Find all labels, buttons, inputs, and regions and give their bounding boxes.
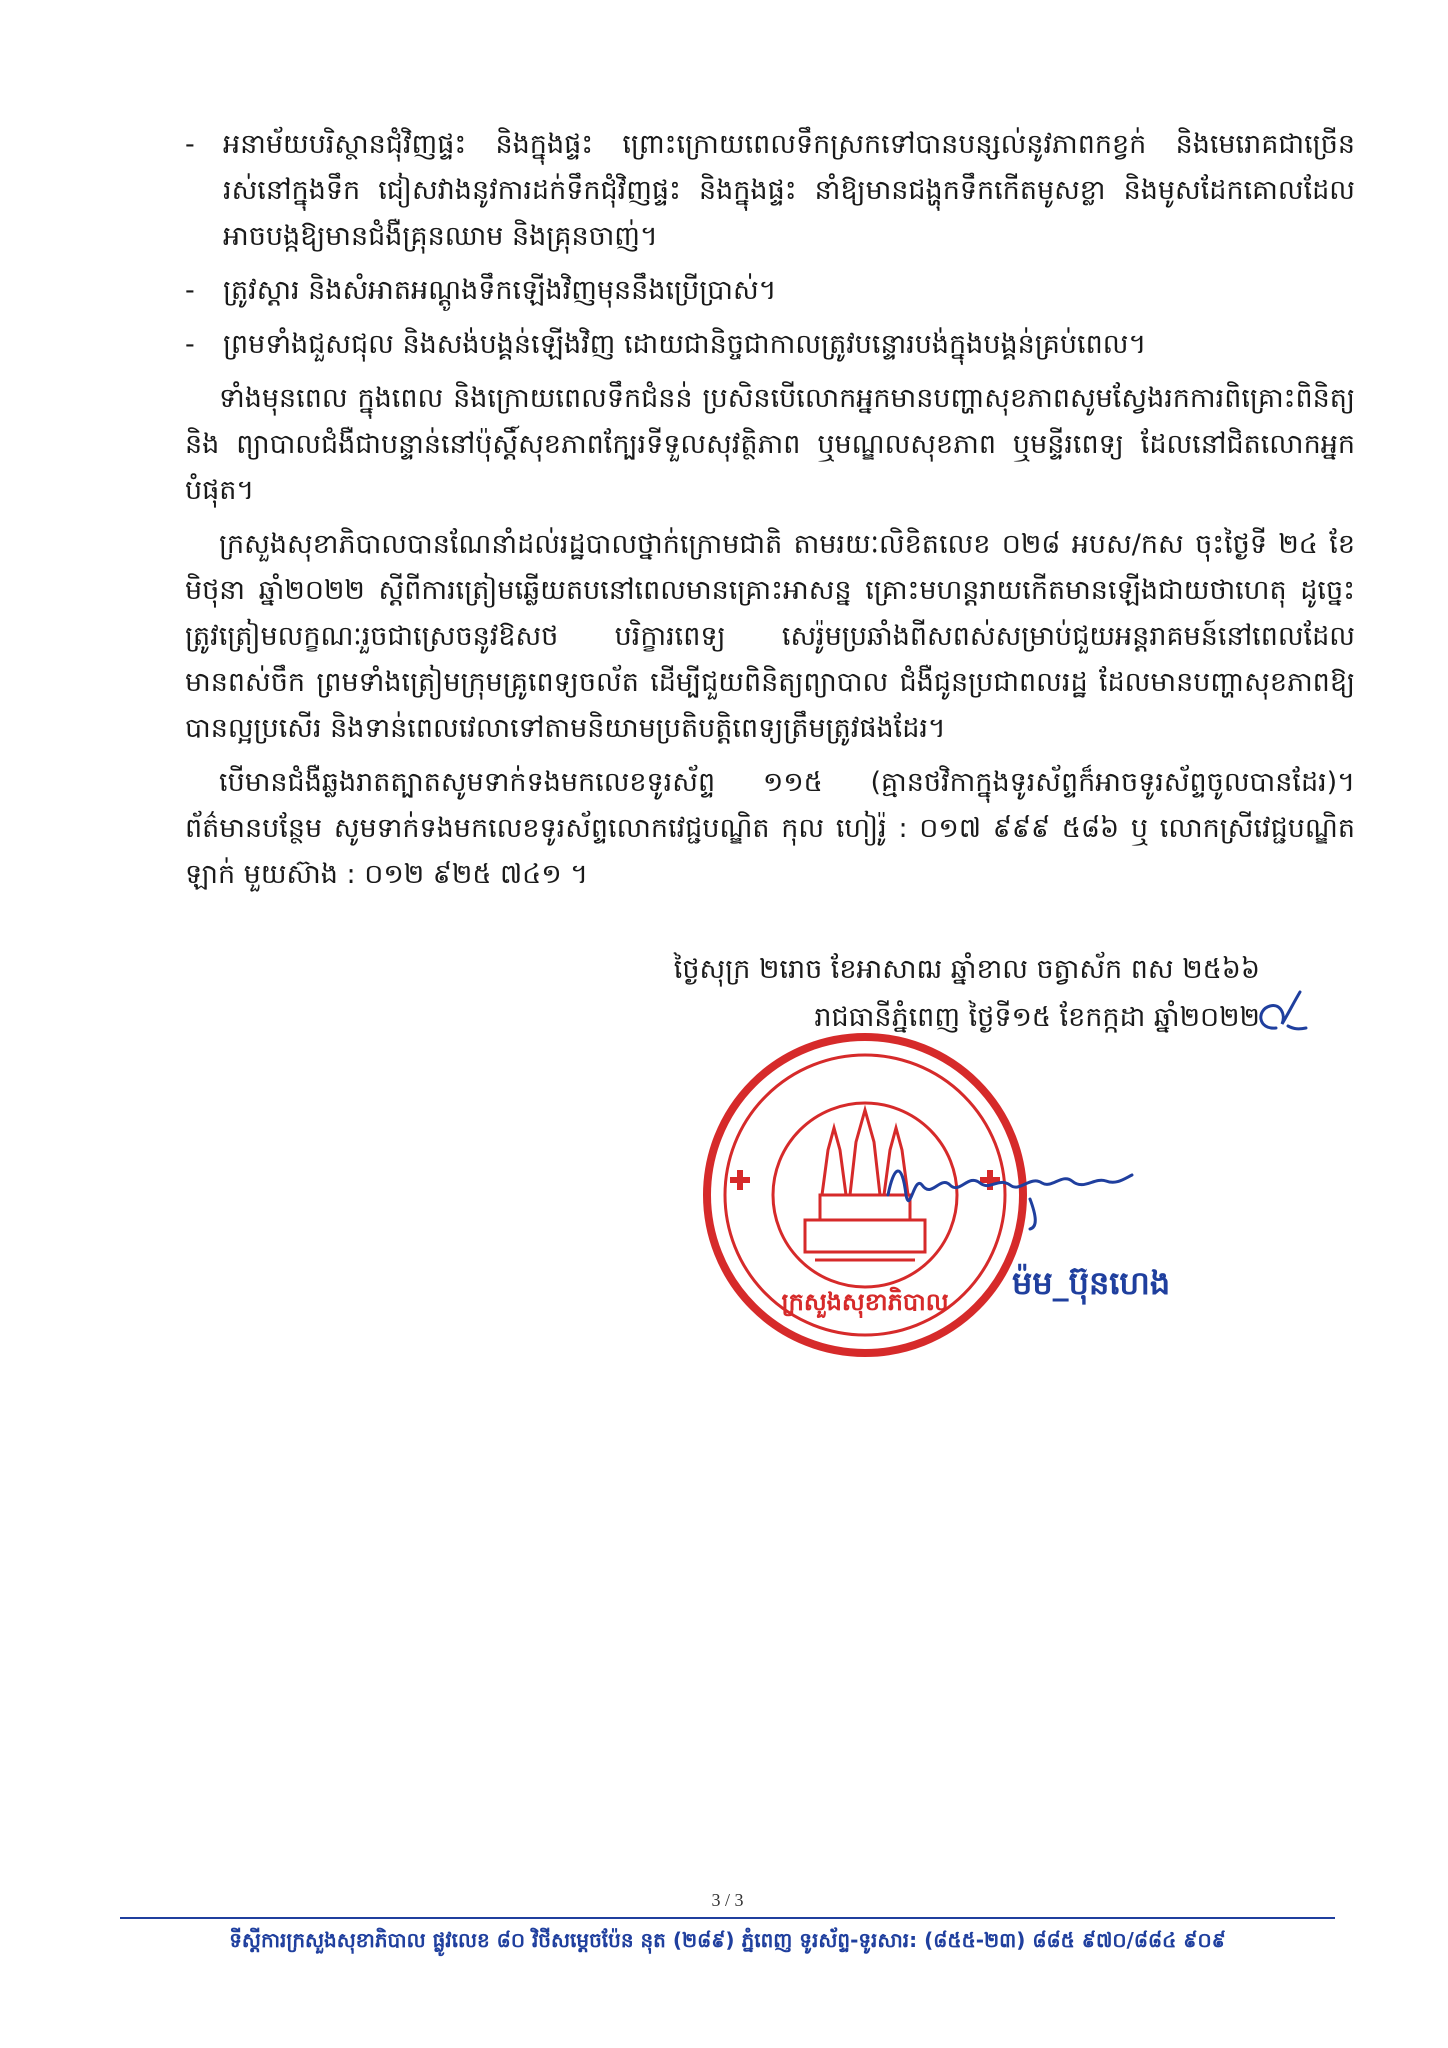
paragraph-health-advice: ទាំងមុនពេល ក្នុងពេល និងក្រោយពេលទឹកជំនន់ ប្រសិនបើលោកអ្នកមានបញ្ហាសុខភាពសូមស្វែងរកការពិគ្រោះពិនិត្យ និង ព្យាបាលជំងឺជាបន្ទាន់នៅប៉ុស្តិ៍សុខភាពក្បែរទីទួលសុវត្ថិភាព ឬមណ្ឌលសុខភាព ឬមន្ទីរពេទ្យ ដែលនៅជិតលោកអ្នកបំផុត។ xyxy=(185,383,1355,506)
initial-mark-icon xyxy=(1248,984,1318,1044)
bullet-dash: - xyxy=(185,275,195,306)
seal-text: ក្រសួងសុខាភិបាល xyxy=(781,1288,949,1316)
bullet-text: អនាម័យបរិស្ថានជុំវិញផ្ទះ និងក្នុងផ្ទះ ព្រោះក្រោយពេលទឹកស្រកទៅបានបន្សល់នូវភាពកខ្វក់ និងមេរោគជាច្រើនរស់នៅក្នុងទឹក ជៀសវាងនូវការដក់ទឹកជុំវិញផ្ទះ និងក្នុងផ្ទះ នាំឱ្យមានជង្ហុកទឹកកើតមូសខ្លា និងមូសដែកគោលដែលអាចបង្កឱ្យមានជំងឺគ្រុនឈាម និងគ្រុនចាញ់។ xyxy=(223,129,1355,252)
handwritten-signature xyxy=(880,1155,1140,1235)
bullet-item xyxy=(185,322,1355,368)
bullet-item xyxy=(185,268,1355,314)
signatory-name: ម៉ម_ប៊ុនហេង xyxy=(1012,1264,1171,1302)
footer-address: ទីស្តីការក្រសួងសុខាភិបាល ផ្លូវលេខ ៨០ វិថីសម្តេចប៉ែន នុត (២៨៩) ភ្នំពេញ ទូរស័ព្ទ-ទូរសារ: (៨៥៥-២៣) ៨៨៥ ៩៧០/៨៨៤ ៩០៩ xyxy=(229,1928,1226,1952)
bullet-item xyxy=(185,122,1355,260)
page-number: 3 / 3 xyxy=(711,1890,744,1910)
solar-date: រាជធានីភ្នំពេញ ថ្ងៃទី១៥ ខែកក្កដា ឆ្នាំ២០២២ xyxy=(814,1002,1260,1033)
paragraph-ministry-guidance: ក្រសួងសុខាភិបាលបានណែនាំដល់រដ្ឋបាលថ្នាក់ក្រោមជាតិ តាមរយៈលិខិតលេខ ០២៨ អបស/កស ចុះថ្ងៃទី ២៤ ខែមិថុនា ឆ្នាំ២០២២ ស្តីពីការត្រៀមឆ្លើយតបនៅពេលមានគ្រោះអាសន្ន គ្រោះមហន្តរាយកើតមានឡើងជាយថាហេតុ ដូច្នេះត្រូវត្រៀមលក្ខណៈរួចជាស្រេចនូវឱសថ បរិក្ខារពេទ្យ សេរ៉ូមប្រឆាំងពីសពស់សម្រាប់ជួយអន្តរាគមន៍នៅពេលដែលមានពស់ចឹក ព្រមទាំងត្រៀមក្រុមគ្រូពេទ្យចល័ត ដើម្បីជួយពិនិត្យព្យាបាល ជំងឺជូនប្រជាពលរដ្ឋ ដែលមានបញ្ហាសុខភាពឱ្យបានល្អប្រសើរ និងទាន់ពេលវេលាទៅតាមនិយាមប្រតិបត្តិពេទ្យត្រឹមត្រូវផងដែរ។ xyxy=(185,529,1355,744)
bullet-dash: - xyxy=(185,129,195,160)
paragraph-contact-info: បើមានជំងឺឆ្លងរាតត្បាតសូមទាក់ទងមកលេខទូរស័ព្ទ ១១៥ (គ្មានថវិកាក្នុងទូរស័ព្ទក៏អាចទូរស័ព្ទចូលបានដែរ)។ ព័ត៌មានបន្ថែម សូមទាក់ទងមកលេខទូរស័ព្ទលោកវេជ្ជបណ្ឌិត កុល ហៀរ៉ូ : ០១៧ ៩៩៩ ៥៨៦ ឬ លោកស្រីវេជ្ជបណ្ឌិត ឡាក់ មួយស៊ាង : ០១២ ៩២៥ ៧៤១ ។ xyxy=(185,767,1355,890)
bullet-text: ព្រមទាំងជួសជុល និងសង់បង្គន់ឡើងវិញ ដោយជានិច្ចជាកាលត្រូវបន្ទោរបង់ក្នុងបង្គន់គ្រប់ពេល។ xyxy=(223,329,1147,360)
lunar-date: ថ្ងៃសុក្រ ២រោច ខែអាសាឍ ឆ្នាំខាល ចត្វាស័ក ពស ២៥៦៦ xyxy=(673,954,1260,985)
bullet-dash: - xyxy=(185,329,195,360)
bullet-text: ត្រូវស្តារ និងសំអាតអណ្តូងទឹកឡើងវិញមុននឹងប្រើប្រាស់។ xyxy=(223,275,777,306)
document-body xyxy=(185,122,1355,906)
footer-divider xyxy=(120,1917,1335,1919)
page-footer xyxy=(120,1890,1335,1957)
date-block xyxy=(620,946,1340,1042)
